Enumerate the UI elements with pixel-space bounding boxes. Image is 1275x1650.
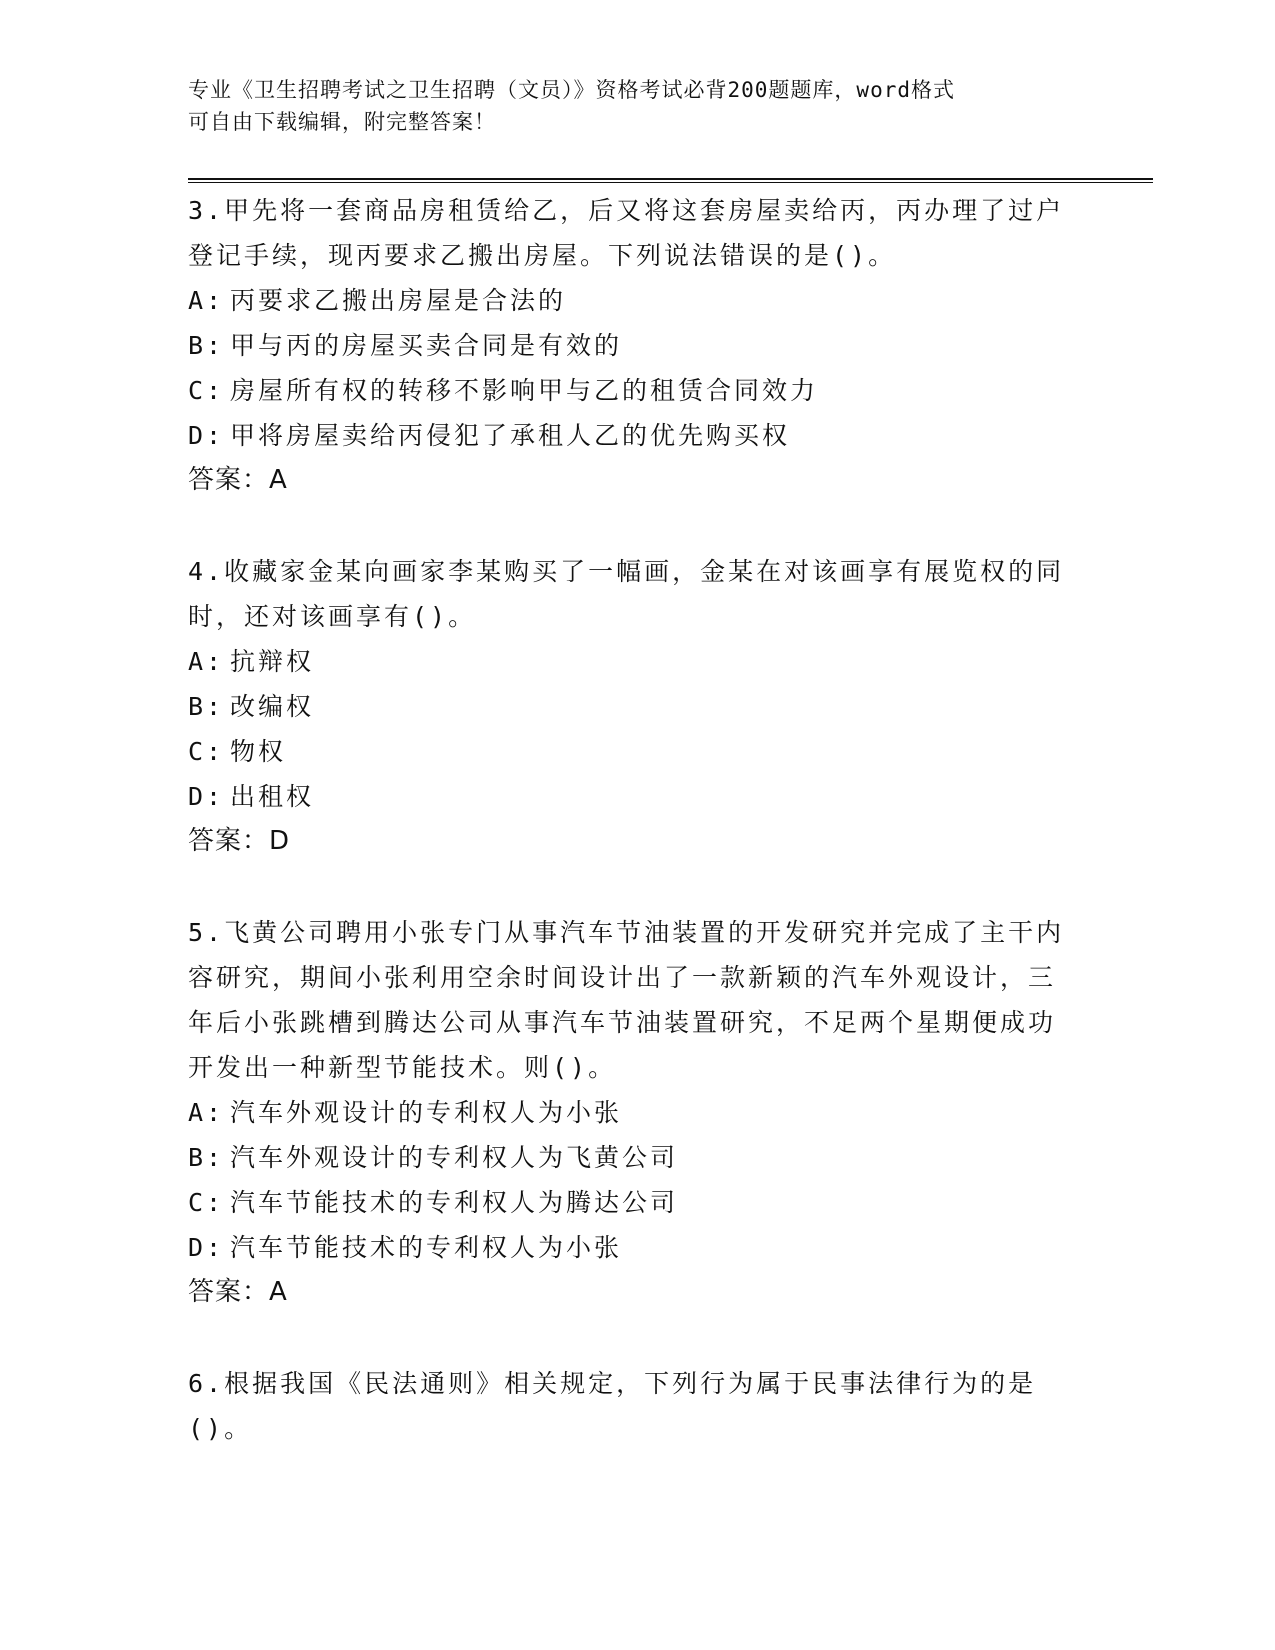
option-text: 汽车外观设计的专利权人为飞黄公司 [230, 1143, 679, 1172]
question-6 [188, 1361, 1068, 1451]
header-divider [188, 178, 1153, 183]
option-c [188, 368, 1068, 413]
option-text: 改编权 [230, 692, 315, 721]
question-5 [188, 910, 1068, 1315]
option-d [188, 774, 1068, 819]
question-text: 6.根据我国《民法通则》相关规定，下列行为属于民事法律行为的是()。 [188, 1369, 1037, 1443]
option-c [188, 729, 1068, 774]
option-b [188, 1135, 1068, 1180]
option-b [188, 684, 1068, 729]
answer-line: 答案：A [188, 465, 288, 495]
option-text: 物权 [230, 737, 287, 766]
option-letter: D: [188, 782, 225, 811]
question-3 [188, 188, 1068, 503]
option-letter: D: [188, 1233, 225, 1262]
option-letter: C: [188, 1188, 225, 1217]
header-line-1: 专业《卫生招聘考试之卫生招聘（文员）》资格考试必背200题题库，word格式 [188, 78, 955, 102]
option-text: 甲将房屋卖给丙侵犯了承租人乙的优先购买权 [230, 421, 791, 450]
answer-line: 答案：A [188, 1277, 288, 1307]
option-text: 汽车外观设计的专利权人为小张 [230, 1098, 623, 1127]
option-b [188, 323, 1068, 368]
option-a [188, 1090, 1068, 1135]
option-letter: B: [188, 692, 225, 721]
header-line-2: 可自由下载编辑，附完整答案！ [188, 110, 496, 134]
option-text: 抗辩权 [230, 647, 315, 676]
question-list [188, 188, 1068, 1497]
option-letter: D: [188, 421, 225, 450]
option-letter: A: [188, 647, 225, 676]
option-letter: C: [188, 737, 225, 766]
option-a [188, 278, 1068, 323]
question-text: 3.甲先将一套商品房租赁给乙，后又将这套房屋卖给丙，丙办理了过户登记手续，现丙要求乙搬出房屋。下列说法错误的是()。 [188, 196, 1065, 270]
document-header [188, 74, 1068, 138]
option-letter: B: [188, 1143, 225, 1172]
option-d [188, 1225, 1068, 1270]
option-text: 甲与丙的房屋买卖合同是有效的 [230, 331, 623, 360]
option-c [188, 1180, 1068, 1225]
question-4 [188, 549, 1068, 864]
option-a [188, 639, 1068, 684]
question-text: 4.收藏家金某向画家李某购买了一幅画，金某在对该画享有展览权的同时，还对该画享有()。 [188, 557, 1065, 631]
option-letter: B: [188, 331, 225, 360]
question-text: 5.飞黄公司聘用小张专门从事汽车节油装置的开发研究并完成了主干内容研究，期间小张利用空余时间设计出了一款新颖的汽车外观设计，三年后小张跳槽到腾达公司从事汽车节油装置研究，不足两个星期便成功开发出一种新型节能技术。则()。 [188, 918, 1065, 1082]
option-text: 汽车节能技术的专利权人为腾达公司 [230, 1188, 679, 1217]
answer-line: 答案：D [188, 826, 291, 856]
option-d [188, 413, 1068, 458]
option-text: 房屋所有权的转移不影响甲与乙的租赁合同效力 [230, 376, 819, 405]
option-letter: A: [188, 286, 225, 315]
option-text: 出租权 [230, 782, 315, 811]
option-text: 汽车节能技术的专利权人为小张 [230, 1233, 623, 1262]
option-letter: A: [188, 1098, 225, 1127]
option-text: 丙要求乙搬出房屋是合法的 [230, 286, 567, 315]
option-letter: C: [188, 376, 225, 405]
